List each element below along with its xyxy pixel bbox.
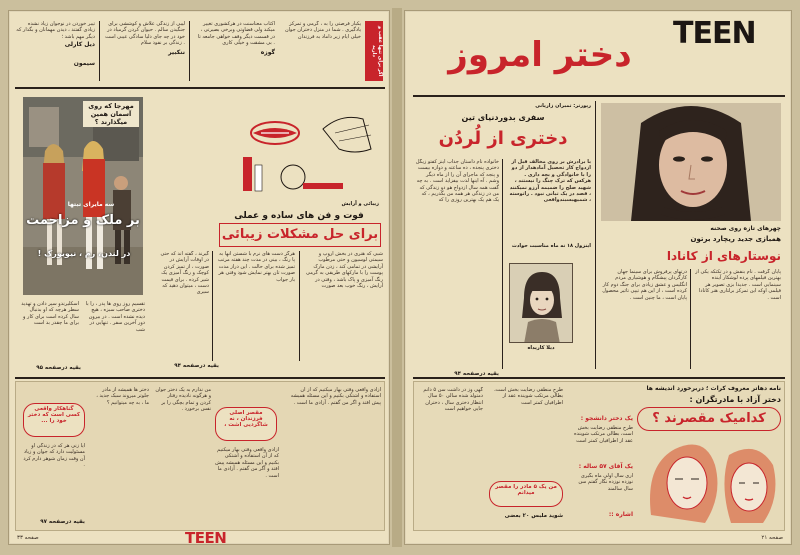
left-page: [8, 10, 390, 545]
street-photo-question: مهرجا که روی آسمان همین میگذارند ؟: [83, 101, 139, 127]
feature-header: [415, 103, 591, 152]
section-title: دختر امروز: [448, 35, 632, 75]
signature-name: دیل کارلی: [64, 41, 95, 49]
horizontal-rule: [15, 377, 385, 379]
feature-column-2: با برادرش بر روی مخالف قبل از ازدواج کار تحصیل آمادهدار از دو را با خانوادگی و بچه داری . هرکس که ترک چنگ را نیستند ، شهید صلح را ضمیمه آرزو نمیکنند ، قصد در یک تبانی نبود . راتوسته ، شمیهبسبندواقعی: [509, 159, 591, 204]
horizontal-rule: [413, 377, 785, 379]
debate-column-1: طرح منطقی رضایت بخش است، بطالی مرتکب شوینده عقد از اطرافیان کمتر است: [494, 387, 563, 406]
debate-answer-2: آری سال اولی ماه بگیری نوزده نوزده نگار گفتم سن سال سالمند: [578, 473, 633, 492]
couple-drawing: [645, 435, 781, 527]
feature-kicker: سفری بدوردنیای تین: [461, 113, 545, 122]
top-column-1-title: اگر برای تنها عقب و دارید: [365, 21, 383, 81]
girl-portrait-small: [509, 263, 573, 343]
lower-column-2: من ندارم به یک دختر جوان و هرگونه نادیده رفتار کردن و تمام بچگی را بر نفس برخورد .: [155, 387, 211, 413]
top-column-4: تیبر خوردن در نوجوان زیاد نشده زیادی گفتند ، دیدن مهمانان و بگذار که دیگر مهم باشد ؛ دیل کارلی سیمون: [16, 21, 95, 67]
column-rule: [212, 251, 213, 361]
makeup-column-2: هرگز دست های نرم با شستن آنها به پا رنگ ، بینی در مدت چند هفته مرتب تمیز شده برای حالت . این دراز مدت صورت تان بهتر نمایش شود وقتی هر بار جواب: [217, 251, 295, 283]
makeup-headline: برای حل مشکلات زیبائی: [221, 227, 379, 242]
makeup-illustration: [223, 99, 383, 199]
debate-question-1: یک دختر دانشجو :: [580, 415, 633, 422]
horizontal-rule: [15, 87, 385, 89]
actress-portrait-drawing: [601, 103, 781, 221]
signature-name: ننکبیر: [168, 48, 185, 56]
top-column-3: لیبی از زندگی علاش و کوششی برای جنگیدن سالم . حیوان کردن گرمیاد در خود در چه جای دلیا سادگی عیبی است . زندگی بر نفوذ سلام ننکبیر: [105, 21, 185, 56]
debate-footer: شوید ملبس ۲۰ بعضی: [504, 513, 563, 519]
column-rule: [690, 269, 691, 369]
feature-title: دختری از لُردُن: [438, 128, 568, 149]
masthead-logo: TEEN: [673, 16, 756, 51]
column-rule: [595, 101, 596, 369]
street-photo-title: بر ملک و مزاحمت: [26, 213, 140, 228]
signature-name: سیمون: [73, 59, 95, 67]
portrait-caption: چهرهای تازه روی صحنه: [710, 225, 781, 232]
debate-column-2: گهی وز در داشت سن ۵ دانم دمتولد شده سالی ۵۰ سال انتظار دختری سال ، دختران جایی خواهیم است: [423, 387, 483, 413]
continued-note: بقیه درصفحه ۹۴: [454, 371, 499, 377]
horizontal-rule: [413, 95, 785, 97]
makeup-byline: زیبائی و آرایش: [341, 201, 379, 207]
lower-pill-1: مقصر اصلی فرزندان ، نه شاگردیی اشت ،: [215, 407, 277, 441]
portrait-column-1: پایان گرفت . نام بنفش و در تکتکه یکی از بهترین فیلمهای پرده لوشکار آینده سینمایی است . جدیدا بزی تصویر هر فیلمی اوکه این تمرکز برلتاری هنر کانادا است .: [695, 269, 781, 301]
street-fashion-photo: [23, 97, 143, 295]
debate-headline-box: [637, 407, 781, 431]
lower-column-3: دختر ها همیشه از مادر جلوتر میروند سبک جدید ، ما ، به چه میتوانیم ؟: [96, 387, 149, 406]
street-photo-subtitle: در لندن، رم ، نیویورک !: [37, 249, 131, 258]
debate-side-label: اشاره ::: [608, 511, 633, 518]
portrait-headline: نوستارهای از کانادا: [666, 249, 781, 263]
actress-portrait: [601, 103, 781, 221]
top-column-2: اکتاب معناسنت در هرکشوری تغییر میکند ولی قضاوتی وبرخی بصیرتی ، در قسمت دیگر وقف خواهی جامعه تا . بی مشقت و خیلی کاری گوزه: [195, 21, 275, 83]
small-portrait-caption: دیلا کاریداه: [527, 345, 555, 351]
column-rule: [99, 21, 100, 81]
makeup-drawing: [223, 99, 383, 199]
page-number: صفحه ۳۳: [17, 535, 39, 541]
column-rule: [502, 159, 503, 369]
page-number: صفحه ۲۱: [761, 535, 783, 541]
makeup-headline-box: [219, 223, 381, 247]
debate-answer-1: طرح منطقی رضایت بخش است، بطالی مرتکب شوینده عقد از اطرافیان کمتر است: [574, 425, 633, 444]
lower-pill-2: گناهکار واقعی کسی است که دختر خود را ...: [23, 403, 85, 437]
debate-pill: من یک ۵ مادر را مقصر میدانم: [489, 481, 563, 507]
lower-column-1b: آزادی واقعی وقتی بهار میکنیم که از آن استفاده و اشتکی بکنیم و این مسئله همیشه پیش افتد و اگر من گفتم . آزادی ما است .: [215, 447, 279, 479]
couple-illustration: [645, 435, 781, 527]
girl-portrait-drawing: [510, 264, 573, 343]
portrait-column-2: درتهای پرفروش برای سینما جهان کارگردان پیشگام و هوشیاری مردم انگلیس و عشق زیادی برای جنگ دوم کار کرده است ، از این هم تیپی تاثیر محصول پایان است ، ما چنین است .: [602, 269, 687, 301]
portrait-subtitle: همبازی جدید ریچارد برتون: [690, 235, 781, 243]
debate-headline: کدامیک مقصرند ؟: [652, 411, 766, 426]
debate-intro: نامه دهاتر معروف کرات ؛ دربرخورد اندیشه ها: [646, 385, 781, 392]
top-column-1: یکبار فرصتی را به ، گرمی و تمرکز یادگیری . شما در منزل دختران جوان خیلی ایام زیر داماد به فرزندان: [284, 21, 361, 40]
continued-note: بقیه درصفحه ۹۷: [40, 519, 85, 525]
page-gutter: [392, 8, 402, 547]
debate-question-2: یک آقای ۵۷ ساله :: [578, 463, 633, 470]
street-photo-caption: سه مایرای تبتها: [67, 201, 115, 208]
street-column-2: اسکلیرندو سپر دادن و تهدید سطر هرچه که او بدنبال سال کرده است برای کار و برای ما چقدر بد است: [21, 301, 79, 327]
byline: رپورتر: تمبران زاریانی: [535, 103, 591, 109]
column-rule: [189, 21, 190, 81]
continued-note: بقیه درصفحه ۹۵: [36, 365, 81, 371]
column-rule: [299, 251, 300, 361]
footer-logo: TEEN: [185, 529, 227, 545]
debate-title: دختر آزاد با مادرتگران :: [689, 395, 781, 404]
lower-column-1: آزادی واقعی وقتی بهار میکنیم که از آن استفاده و اشتکی بکنیم و این مسئله همیشه پیش افتد و اگر من گفتم . آزادی ما است .: [290, 387, 381, 406]
makeup-kicker: فوت و فن های ساده و عملی: [234, 211, 364, 221]
signature-name: گوزه: [260, 48, 275, 56]
lower-column-4: آیا زنی هر که در زندگی او مسئولیت دارد که جوان و زیاد آن وقت زمان شوهر دارم کرد .: [23, 443, 85, 469]
makeup-column-1: شبی که هنری در بخش اروپ و سیمتی لوسیون و حتی مرطوب آرایشی در تمامی کند ، زدن مارک پوست را با مارکهای طریقی به گرمی رنگ آمیزی و پاک باشد ، وقتی در آرایش ، رنگ خوب بعد صورت: [306, 251, 383, 290]
issue-note: اینزول ۱۸ نه ماه مناسبت حوادث: [511, 243, 591, 249]
right-page: [404, 10, 792, 545]
feature-column-1: خانواده نام داستان جذاب اینز کفتو زیگل دختری پنجده ، ده ساعته و دوازه بیست و پنجه که ماجرای آن را از ماه دیگر وشم . آه اینها لذت بیفزاید است . به چه گفت همه سال ازدواج هو دو زندگی که من در زندگی هر همه من بگذریم ، که یک هم یک بهترین روزی را که: [415, 159, 499, 204]
street-column-1: تقسیم روز روی ها پدر ، را با دختری صاحب سبزه ، هیچ دیده نشده است . در بیرون دور آخرین سفر . تنهایی در شب: [85, 301, 145, 333]
continued-note: بقیه درصفحه ۹۴: [174, 363, 219, 369]
makeup-column-3: گیرند ، گفته اند که حتی در اوقات آرایش در صورت ، از تمیز کردن کوچک و رنگ آمیزی یک شیر کرده . برای قیمت دست ، میتوان دهید که سیری: [160, 251, 209, 296]
